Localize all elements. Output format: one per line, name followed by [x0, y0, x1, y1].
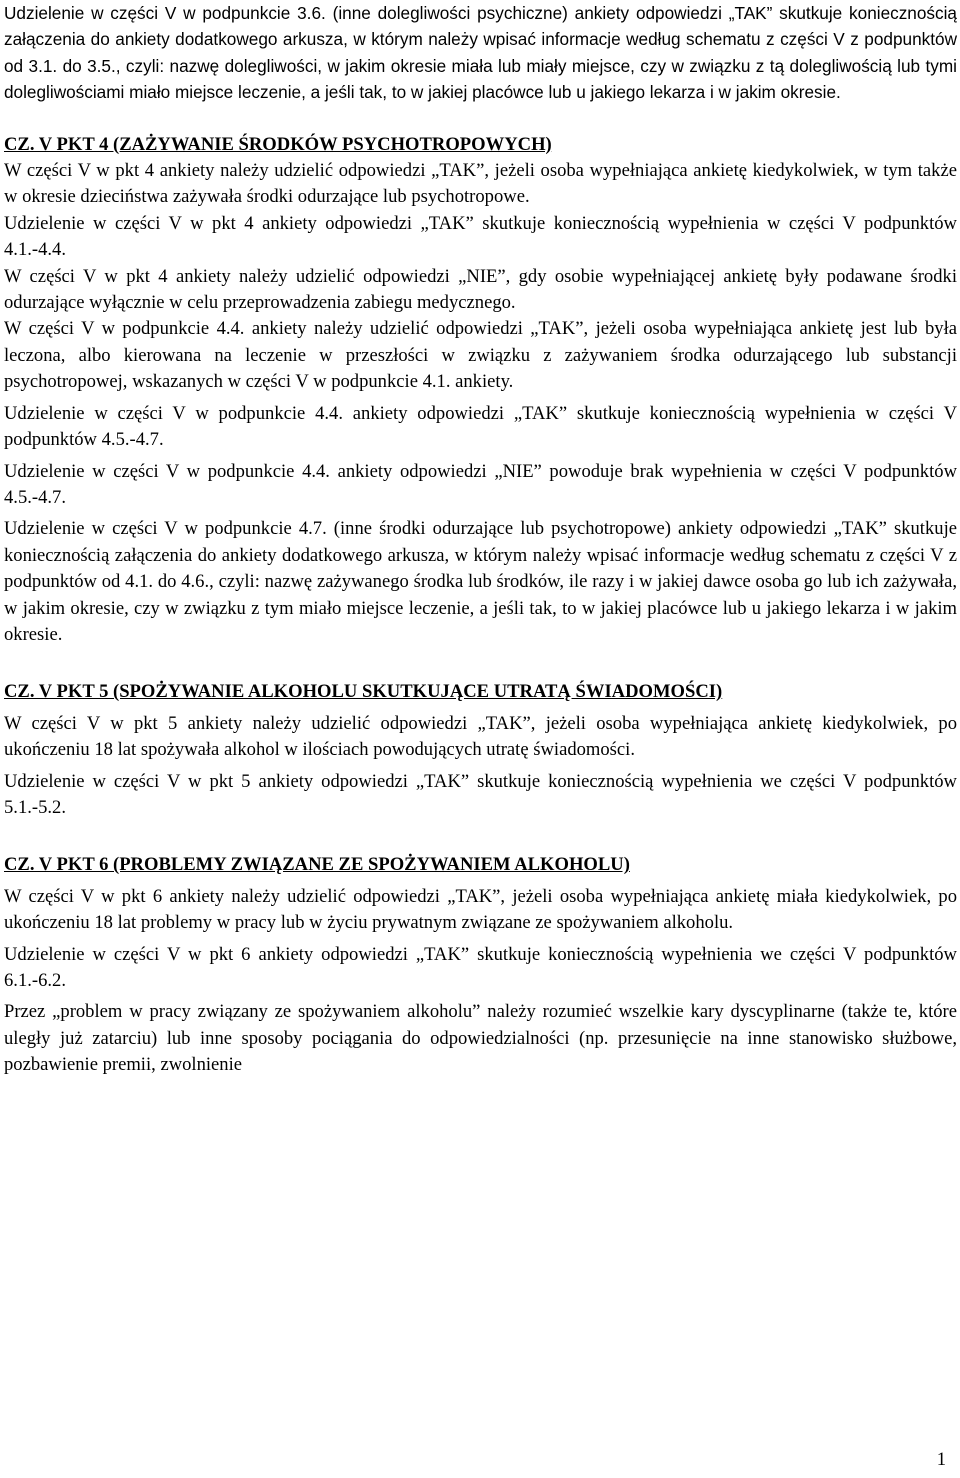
document-page	[4, 0, 957, 1079]
section-4-paragraph-4: W części V w podpunkcie 4.4. ankiety należy udzielić odpowiedzi „TAK”, jeżeli osoba wypełniająca ankietę jest lub była leczona, albo kierowana na leczenie w przeszłości w związku z zażywaniem środka odurzającego lub substancji psychotropowej, wskazanych w części V w podpunkcie 4.1. ankiety.	[4, 318, 957, 393]
section-5-paragraph-2: Udzielenie w części V w pkt 5 ankiety odpowiedzi „TAK” skutkuje koniecznością wypełnienia we części V podpunktów 5.1.-5.2.	[4, 770, 957, 818]
page-number: 1	[936, 1449, 946, 1470]
section-4-paragraph-6: Udzielenie w części V w podpunkcie 4.4. ankiety odpowiedzi „NIE” powoduje brak wypełnienia w części V podpunktów 4.5.-4.7.	[4, 460, 957, 508]
section-5-paragraph-1: W części V w pkt 5 ankiety należy udzielić odpowiedzi „TAK”, jeżeli osoba wypełniająca ankietę kiedykolwiek, po ukończeniu 18 lat spożywała alkohol w ilościach powodujących utratę świadomości.	[4, 712, 957, 761]
section-6-heading: CZ. V PKT 6 (PROBLEMY ZWIĄZANE ZE SPOŻYWANIEM ALKOHOLU)	[4, 854, 630, 876]
section-4-paragraph-3: W części V w pkt 4 ankiety należy udzielić odpowiedzi „NIE”, gdy osobie wypełniającej ankietę były podawane środki odurzające wyłącznie w celu przeprowadzenia zabiegu medycznego.	[4, 265, 957, 314]
section-6-paragraph-2: Udzielenie w części V w pkt 6 ankiety odpowiedzi „TAK” skutkuje koniecznością wypełnienia we części V podpunktów 6.1.-6.2.	[4, 943, 957, 991]
intro-paragraph: Udzielenie w części V w podpunkcie 3.6. (inne dolegliwości psychiczne) ankiety odpowiedzi „TAK” skutkuje koniecznością załączenia do ankiety dodatkowego arkusza, w którym należy wpisać informacje według schematu z części V z podpunktów od 3.1. do 3.5., czyli: nazwę dolegliwości, w jakim okresie miała lub miały miejsce, czy w związku z tą dolegliwością lub tymi dolegliwościami miało miejsce leczenie, a jeśli tak, to w jakiej placówce lub u jakiego lekarza i w jakim okresie.	[4, 3, 957, 103]
section-4-paragraph-7: Udzielenie w części V w podpunkcie 4.7. (inne środki odurzające lub psychotropowe) ankiety odpowiedzi „TAK” skutkuje koniecznością załączenia do ankiety dodatkowego arkusza, w którym należy wpisać informacje według schematu z części V z podpunktów od 4.1. do 4.6., czyli: nazwę zażywanego środka lub środków, ile razy i w jakiej dawce osoba go lub ich zażywała, w jakim okresie, czy w związku z tym miało miejsce leczenie, a jeśli tak, to w jakiej placówce lub u jakiego lekarza i w jakim okresie.	[4, 518, 957, 645]
section-4-paragraph-2: Udzielenie w części V w pkt 4 ankiety odpowiedzi „TAK” skutkuje koniecznością wypełnienia w części V podpunktów 4.1.-4.4.	[4, 212, 957, 261]
section-4-heading: CZ. V PKT 4 (ZAŻYWANIE ŚRODKÓW PSYCHOTROPOWYCH)	[4, 133, 552, 155]
section-4-paragraph-5: Udzielenie w części V w podpunkcie 4.4. ankiety odpowiedzi „TAK” skutkuje koniecznością wypełnienia w części V podpunktów 4.5.-4.7.	[4, 402, 957, 451]
section-6-paragraph-3: Przez „problem w pracy związany ze spożywaniem alkoholu” należy rozumieć wszelkie kary dyscyplinarne (także te, które uległy już zatarciu) lub inne sposoby pociągania do odpowiedzialności (np. przesunięcie na inne stanowisko służbowe, pozbawienie premii, zwolnienie	[4, 1001, 957, 1076]
section-6-paragraph-1: W części V w pkt 6 ankiety należy udzielić odpowiedzi „TAK”, jeżeli osoba wypełniająca ankietę miała kiedykolwiek, po ukończeniu 18 lat problemy w pracy lub w życiu prywatnym związane ze spożywaniem alkoholu.	[4, 885, 957, 934]
section-5-heading: CZ. V PKT 5 (SPOŻYWANIE ALKOHOLU SKUTKUJĄCE UTRATĄ ŚWIADOMOŚCI)	[4, 681, 723, 703]
section-4-paragraph-1: W części V w pkt 4 ankiety należy udzielić odpowiedzi „TAK”, jeżeli osoba wypełniająca ankietę kiedykolwiek, w tym także w okresie dzieciństwa zażywała środki odurzające lub psychotropowe.	[4, 160, 957, 208]
